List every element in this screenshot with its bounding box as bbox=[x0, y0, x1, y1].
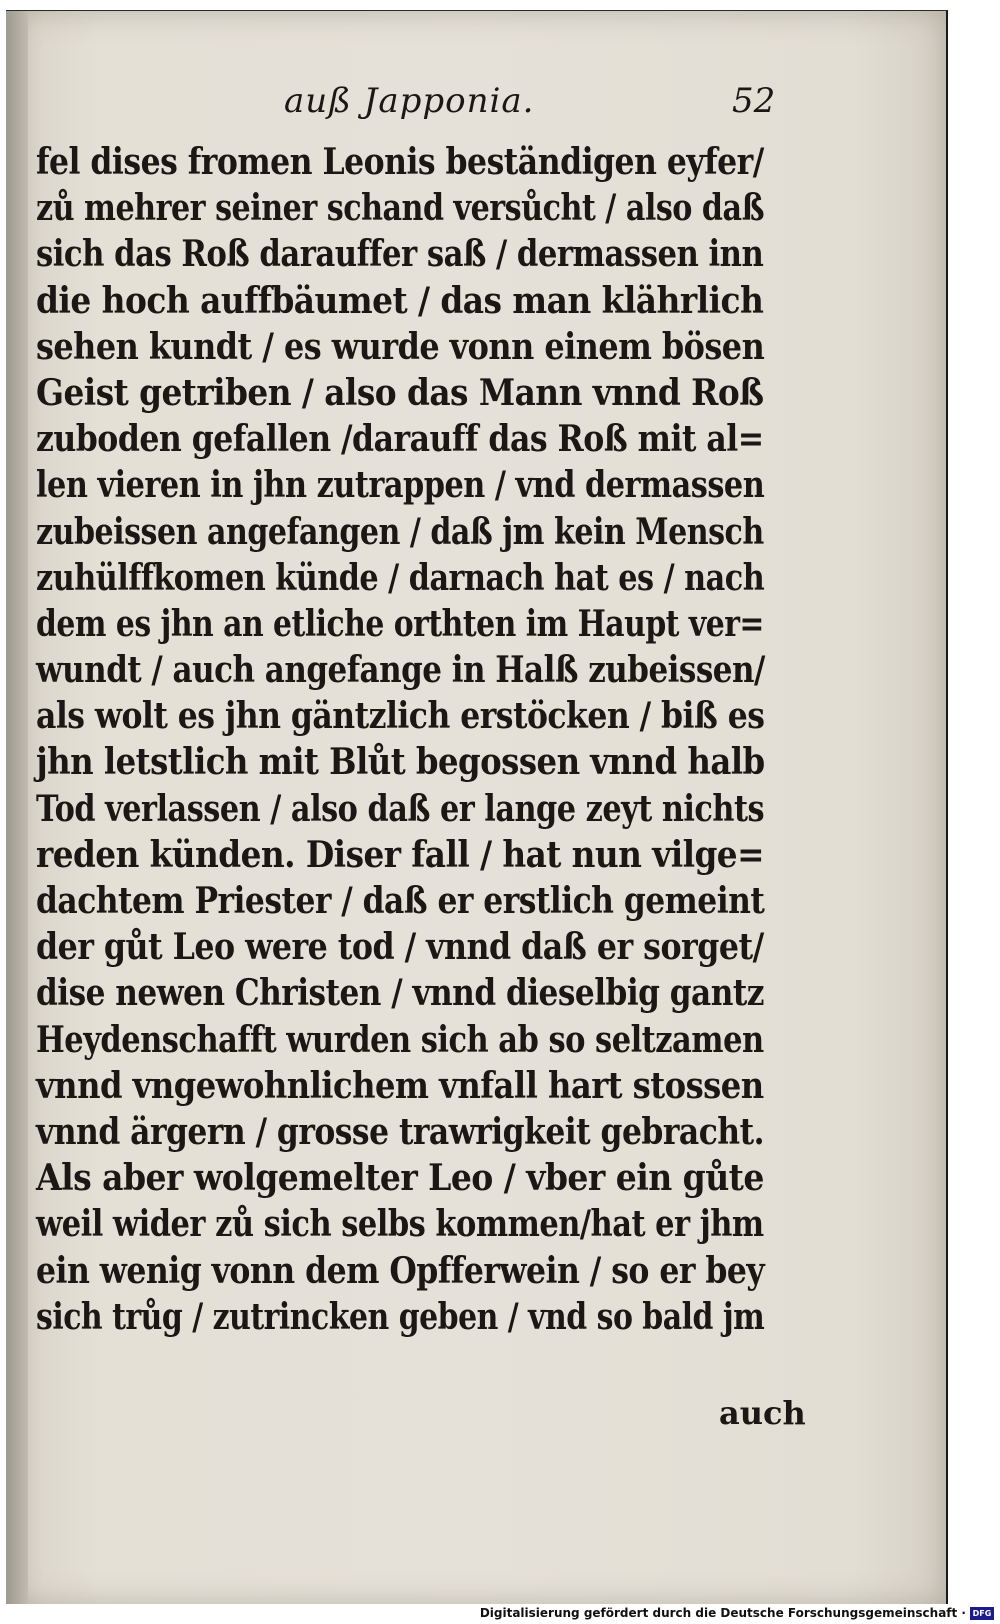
footer-bar bbox=[0, 1604, 1000, 1624]
text-line: Tod verlassen / also daß er lange zeyt nichts bbox=[36, 787, 765, 830]
text-line: len vieren in jhn zutrappen / vnd dermassen bbox=[36, 464, 765, 507]
page-number: 52 bbox=[732, 81, 776, 121]
text-line: zuhülffkomen künde / darnach hat es / nach bbox=[36, 556, 765, 599]
text-line: fel dises fromen Leonis beständigen eyfer/ bbox=[36, 141, 764, 183]
text-line: Als aber wolgemelter Leo / vber ein gůte bbox=[36, 1157, 764, 1200]
text-line: Heydenschafft wurden sich ab so seltzamen bbox=[36, 1018, 764, 1061]
text-line: zuboden gefallen /darauff das Roß mit al= bbox=[36, 418, 764, 461]
book-page bbox=[6, 10, 948, 1605]
text-line: vnnd vngewohnlichem vnfall hart stossen bbox=[36, 1064, 764, 1107]
text-line: weil wider zů sich selbs kommen/hat er jhm bbox=[36, 1203, 764, 1246]
text-line: jhn letstlich mit Blůt begossen vnnd halb bbox=[36, 741, 765, 784]
text-line: dise newen Christen / vnnd dieselbig gantz bbox=[36, 972, 764, 1015]
text-line: wundt / auch angefange in Halß zubeissen/ bbox=[36, 649, 765, 692]
page-gutter-shadow bbox=[6, 11, 28, 1605]
text-line: der gůt Leo were tod / vnnd daß er sorget/ bbox=[36, 926, 764, 969]
text-line: Geist getriben / also das Mann vnnd Roß bbox=[36, 371, 764, 414]
running-head: auß Japponia. bbox=[284, 81, 535, 121]
catchword: auch bbox=[719, 1394, 806, 1432]
dfg-logo: DFG bbox=[970, 1607, 994, 1620]
text-block bbox=[36, 81, 806, 1432]
page-header bbox=[36, 81, 806, 139]
body-text bbox=[36, 139, 806, 1340]
text-line: vnnd ärgern / grosse trawrigkeit gebracht. bbox=[36, 1110, 764, 1153]
text-line: zubeissen angefangen / daß jm kein Mensch bbox=[36, 510, 764, 553]
text-line: als wolt es jhn gäntzlich erstöcken / biß es bbox=[36, 695, 765, 738]
text-line: sehen kundt / es wurde vonn einem bösen bbox=[36, 325, 765, 368]
text-line: die hoch auffbäumet / das man klährlich bbox=[36, 279, 764, 322]
text-line: ein wenig vonn dem Opfferwein / so er bey bbox=[36, 1249, 765, 1292]
text-line: zů mehrer seiner schand versůcht / also daß bbox=[36, 187, 764, 230]
text-line: sich das Roß darauffer saß / dermassen inn bbox=[36, 233, 764, 276]
funding-credit: Digitalisierung gefördert durch die Deutsche Forschungsgemeinschaft · bbox=[479, 1606, 966, 1620]
text-line: dem es jhn an etliche orthten im Haupt ver= bbox=[36, 602, 764, 645]
text-line: dachtem Priester / daß er erstlich gemeint bbox=[36, 880, 765, 922]
text-line: reden künden. Diser fall / hat nun vilge= bbox=[36, 833, 764, 876]
text-line: sich trůg / zutrincken geben / vnd so bald jm bbox=[36, 1295, 765, 1338]
